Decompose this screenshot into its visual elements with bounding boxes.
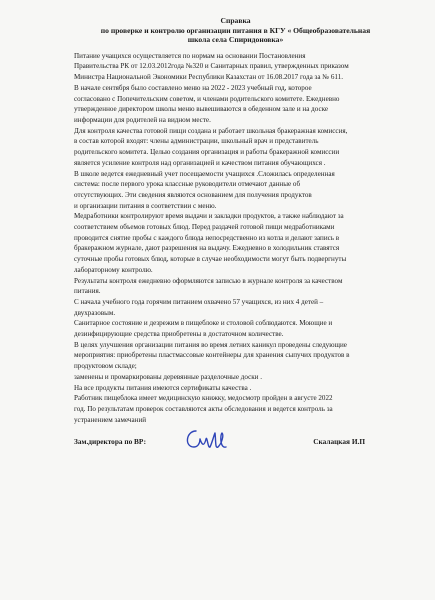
body-line: лабораторному контролю.	[74, 265, 153, 274]
body-line: В целях улучшения организации питания во время летних каникул проведены следующие	[74, 340, 347, 349]
body-line: суточные пробы готовых блюд, которые в случае необходимости могут быть подвергнуты	[74, 255, 347, 264]
body-line: двухразовым.	[74, 308, 116, 317]
body-line: С начала учебного года горячим питанием охвачено 57 учащихся, из них 4 детей –	[74, 297, 324, 306]
body-line: Медработники контролируют время выдачи и закладки продуктов, а также наблюдают за	[74, 212, 344, 221]
body-line: утвержденное директором школы меню вывешиваются в обеденном зале и на доске	[74, 105, 329, 114]
body-line: В школе ведется ежедневный учет посещаемости учащихся .Сложилась определенная	[74, 169, 335, 178]
title-line: по проверке и контролю организации питания в КГУ « Общеобразовательная	[100, 25, 371, 35]
signature-position: Зам.директора по ВР:	[74, 437, 147, 447]
body-line: дезинфицирующие средства приобретены в достаточном количестве.	[74, 330, 284, 339]
body-line: информации для родителей на видном месте.	[74, 116, 211, 124]
body-line: Работник пищеблока имеет медицинскую книжку, медосмотр пройден в августе 2022	[74, 394, 333, 403]
body-line: мероприятия: приобретены пластмассовые контейнеры для хранения сыпучих продуктов в	[74, 351, 350, 360]
handwritten-signature-icon	[182, 425, 236, 455]
body-line: устранением замечаний	[74, 415, 147, 424]
body-line: родительского комитета. Целью создания организация и работы бракеражной комиссии	[74, 148, 340, 157]
body-line: год. По результатам проверок составляются акты обследования и ведется контроль за	[74, 404, 333, 413]
body-line: заменены и промаркированы деревянные разделочные доски .	[74, 372, 263, 381]
body-line: Для контроля качества готовой пищи создана и работает школьная бракеражная комиссия,	[74, 126, 348, 135]
title-line: Справка	[220, 16, 251, 25]
body-line: Правительства РК от 12.03.2012года №320 и Санитарных правил, утвержденных приказом	[74, 62, 349, 71]
body-line: На все продукты питания имеются сертификаты качества .	[74, 383, 252, 392]
document-body	[74, 51, 405, 426]
body-line: является усиление контроля над организацией и качеством питания обучающихся .	[74, 158, 326, 167]
body-line: в состав которой входят: члены администрации, школьный врач и представитель	[74, 137, 319, 146]
body-line: Санитарное состояние и дезрежим в пищеблоке и столовой соблюдаются. Моющие и	[74, 319, 333, 328]
body-line: бракеражном журнале, дают разрешения на выдачу. Ежедневно в холодильник ставятся	[74, 244, 340, 253]
body-line: В начале сентября было составлено меню на 2022 - 2023 учебный год, которое	[74, 83, 312, 92]
body-line: Результаты контроля ежедневно оформляются записью в журнале контроля за качеством	[74, 276, 343, 285]
signature-row	[74, 429, 405, 453]
body-line: соответствием объемов готовых блюд. Перед раздачей готовой пищи медработниками	[74, 223, 335, 232]
signature-name: Скалацкая И.П	[313, 437, 365, 447]
body-line: Питание учащихся осуществляется по нормам на основании Постановления	[74, 51, 306, 60]
title-line: школа села Спиридоновка»	[187, 35, 284, 45]
body-line: система: после первого урока классные руководители отмечают данные об	[74, 180, 301, 189]
body-line: согласовано с Попечительским советом, и членами родительского комитете. Ежедневно	[74, 94, 340, 103]
document-title	[66, 16, 405, 45]
body-line: Министра Национальной Экономики Республики Казахстан от 16.08.2017 года за № 611.	[74, 73, 343, 82]
body-line: продуктовом складе;	[74, 362, 137, 371]
body-line: питания.	[74, 287, 101, 296]
body-line: отсутствующих. Эти сведения являются основанием для получения продуктов	[74, 190, 312, 199]
body-line: проводится снятие пробы с каждого блюда непосредственно из котла и делают запись в	[74, 233, 340, 242]
body-line: и организации питания в соответствии с меню.	[74, 201, 217, 210]
